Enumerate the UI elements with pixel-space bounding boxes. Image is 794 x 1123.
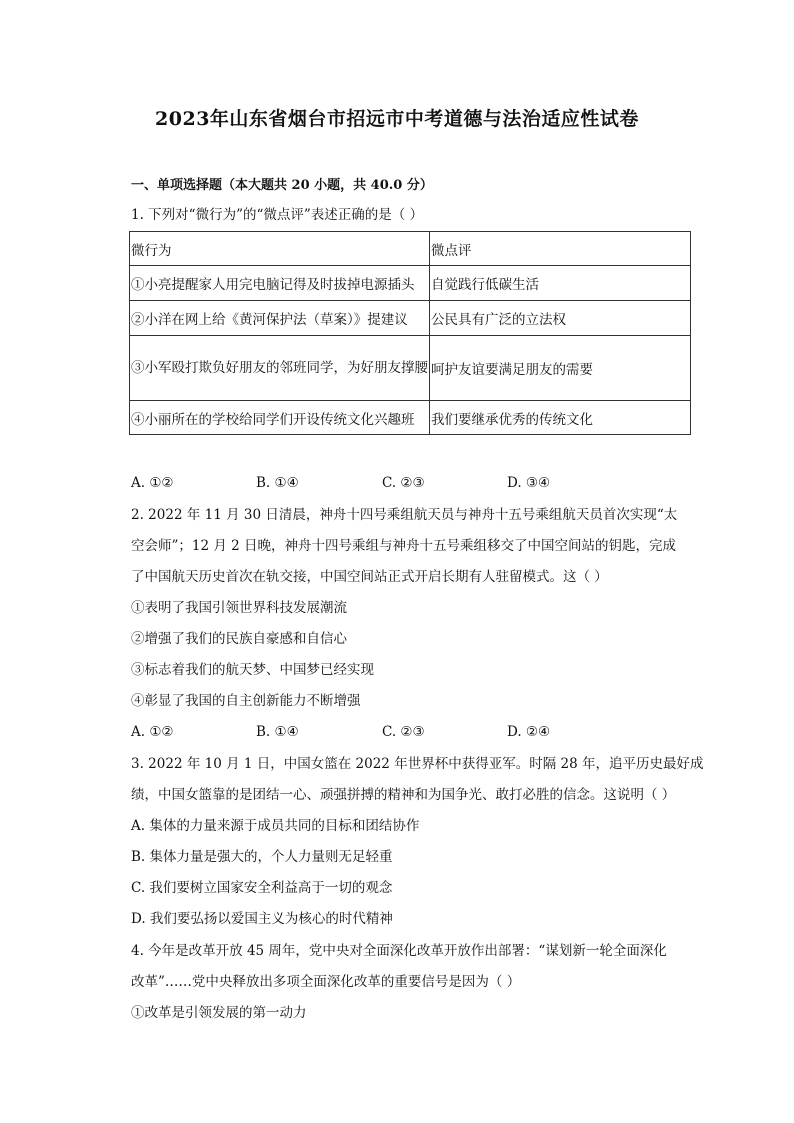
table-cell: ①小亮提醒家人用完电脑记得及时拔掉电源插头: [130, 266, 430, 301]
option-c[interactable]: C. ②③: [382, 724, 425, 740]
option-c[interactable]: C. 我们要树立国家安全利益高于一切的观念: [131, 880, 393, 896]
q3-stem-line: 绩，中国女篮靠的是团结一心、顽强拼搏的精神和为国争光、敢打必胜的信念。这说明（ ）: [131, 787, 676, 803]
table-cell: 自觉践行低碳生活: [430, 266, 691, 301]
q1-stem: 1. 下列对“微行为”的“微点评”表述正确的是（ ）: [131, 207, 424, 223]
q2-item: ②增强了我们的民族自豪感和自信心: [131, 631, 347, 647]
option-d[interactable]: D. ③④: [507, 475, 551, 491]
q3-stem-line: 3. 2022 年 10 月 1 日，中国女篮在 2022 年世界杯中获得亚军。时隔 28 年，追平历史最好成: [131, 756, 704, 772]
option-c[interactable]: C. ②③: [382, 475, 425, 491]
table-header-row: [130, 232, 691, 266]
table-cell: ③小军殴打欺负好朋友的邻班同学，为好朋友撑腰: [130, 336, 430, 401]
q4-stem-line: 改革”……党中央释放出多项全面深化改革的重要信号是因为（ ）: [131, 974, 521, 990]
q2-stem-line: 了中国航天历史首次在轨交接，中国空间站正式开启长期有人驻留模式。这（ ）: [131, 569, 608, 585]
q1-table: [129, 231, 691, 435]
table-row: [130, 401, 691, 435]
option-b[interactable]: B. ①④: [256, 724, 299, 740]
q2-stem-line: 空会师”；12 月 2 日晚，神舟十四号乘组与神舟十五号乘组移交了中国空间站的钥匙，完成: [131, 538, 677, 554]
exam-title: 2023年山东省烟台市招远市中考道德与法治适应性试卷: [155, 108, 639, 130]
section-heading: 一、单项选择题（本大题共 20 小题，共 40.0 分）: [131, 178, 433, 193]
q2-item: ③标志着我们的航天梦、中国梦已经实现: [131, 662, 374, 678]
table-cell: 公民具有广泛的立法权: [430, 301, 691, 336]
option-a[interactable]: A. ①②: [131, 475, 174, 491]
table-header-cell: 微行为: [130, 232, 430, 266]
table-cell: 呵护友谊要满足朋友的需要: [430, 336, 691, 401]
option-a[interactable]: A. ①②: [131, 724, 174, 740]
table-cell: 我们要继承优秀的传统文化: [430, 401, 691, 435]
q4-stem-line: 4. 今年是改革开放 45 周年，党中央对全面深化改革开放作出部署：“谋划新一轮全面深化: [131, 943, 667, 959]
q4-item: ①改革是引领发展的第一动力: [131, 1005, 307, 1021]
q2-item: ④彰显了我国的自主创新能力不断增强: [131, 693, 361, 709]
table-row: [130, 336, 691, 401]
option-d[interactable]: D. ②④: [507, 724, 551, 740]
q2-stem-line: 2. 2022 年 11 月 30 日清晨，神舟十四号乘组航天员与神舟十五号乘组航天员首次实现“太: [131, 507, 678, 523]
table-header-cell: 微点评: [430, 232, 691, 266]
q2-item: ①表明了我国引领世界科技发展潮流: [131, 600, 347, 616]
option-b[interactable]: B. 集体力量是强大的，个人力量则无足轻重: [131, 849, 393, 865]
table-cell: ②小洋在网上给《黄河保护法（草案）》提建议: [130, 301, 430, 336]
table-row: [130, 266, 691, 301]
table-cell: ④小丽所在的学校给同学们开设传统文化兴趣班: [130, 401, 430, 435]
option-d[interactable]: D. 我们要弘扬以爱国主义为核心的时代精神: [131, 911, 393, 927]
table-row: [130, 301, 691, 336]
option-a[interactable]: A. 集体的力量来源于成员共同的目标和团结协作: [131, 818, 420, 834]
option-b[interactable]: B. ①④: [256, 475, 299, 491]
